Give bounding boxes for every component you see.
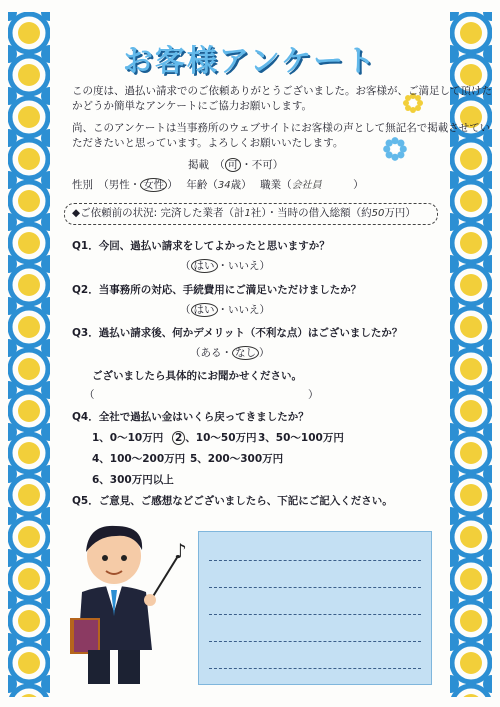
gender-female-option[interactable]: 女性 [140, 178, 167, 192]
q1-no-option[interactable]: いいえ [228, 260, 260, 272]
q4-option-5[interactable]: 5、200〜300万円 [190, 453, 284, 465]
gender-male-option[interactable]: 男性 [108, 179, 130, 191]
intro-line: かどうか簡単なアンケートにご協力お願いします。 [72, 100, 313, 112]
right-decorative-border [442, 0, 500, 707]
writing-line [209, 668, 421, 669]
q2-yes-option[interactable]: はい [191, 303, 218, 317]
intro-line: ただきたいと思っています。よろしくお願いいたします。 [72, 137, 344, 149]
question-2: Q2．当事務所の対応、手続費用にご満足いただけましたか？ [72, 284, 362, 296]
left-decorative-border [0, 0, 58, 707]
occupation-value[interactable]: 会社員 [291, 180, 322, 191]
occupation-label: 職業 [260, 179, 282, 191]
q2-no-option[interactable]: いいえ [228, 304, 260, 316]
q3-no-option[interactable]: なし [232, 346, 259, 360]
q3-yes-option[interactable]: ある [200, 347, 222, 359]
profile-row: 性別 （男性・ 女性 ） 年齢（34歳） 職業（会社員 ） [72, 179, 364, 191]
amount-value[interactable]: 50 [371, 208, 385, 219]
question-4: Q4．全社で過払い金はいくら戻ってきましたか？ [72, 411, 309, 423]
q3-detail-field[interactable]: （ ） [84, 389, 319, 401]
age-value[interactable]: 34 [217, 180, 231, 191]
question-3: Q3．過払い請求後、何かデメリット（不利な点）はございましたか？ [72, 327, 403, 339]
q4-option-2[interactable]: 2 、10〜50万円 [172, 431, 257, 446]
comment-box[interactable] [198, 531, 432, 685]
question-1: Q1．今回、過払い請求をしてよかったと思いますか？ [72, 240, 330, 252]
q1-yes-option[interactable]: はい [191, 259, 218, 273]
writing-line [209, 614, 421, 615]
q1-answer: （ はい ・いいえ） [180, 260, 270, 272]
writing-line [209, 587, 421, 588]
writing-line [209, 641, 421, 642]
q4-option-3[interactable]: 3、50〜100万円 [258, 432, 344, 444]
flower-icon [382, 136, 408, 162]
q4-option-4[interactable]: 4、100〜200万円 [92, 453, 186, 465]
svg-text:♪: ♪ [174, 539, 187, 563]
page-title: お客様アンケート [122, 44, 378, 79]
writing-line [209, 560, 421, 561]
publish-label: 掲載 [188, 159, 209, 171]
q4-option-1[interactable]: 1、0〜10万円 [92, 432, 164, 444]
q2-answer: （ はい ・いいえ） [180, 304, 270, 316]
teacher-illustration [64, 520, 196, 690]
companies-value[interactable]: 1 [244, 208, 251, 219]
q4-option-6[interactable]: 6、300万円以上 [92, 474, 174, 486]
gender-label: 性別 [72, 179, 93, 191]
publish-row: 掲載 （ 可 ・不可） [188, 159, 284, 171]
publish-yes-option[interactable]: 可 [225, 158, 242, 172]
status-row: ◆ご依頼前の状況: 完済した業者（計1社）・当時の借入総額（約50万円） [72, 207, 416, 219]
q3-answer: （ある・ なし ） [190, 347, 270, 359]
publish-no-option[interactable]: 不可 [251, 159, 273, 171]
intro-line: 尚、このアンケートは当事務所のウェブサイトにお客様の声として無記名で掲載させてい [72, 122, 491, 134]
question-5: Q5．ご意見、ご感想などございましたら、下記にご記入ください。 [72, 495, 393, 507]
age-label: 年齢 [186, 179, 208, 191]
intro-line: この度は、過払い請求でのご依頼ありがとうございました。お客様が、ご満足して頂けた [72, 85, 492, 97]
q3-follow-up: ございましたら具体的にお聞かせください。 [92, 370, 302, 382]
